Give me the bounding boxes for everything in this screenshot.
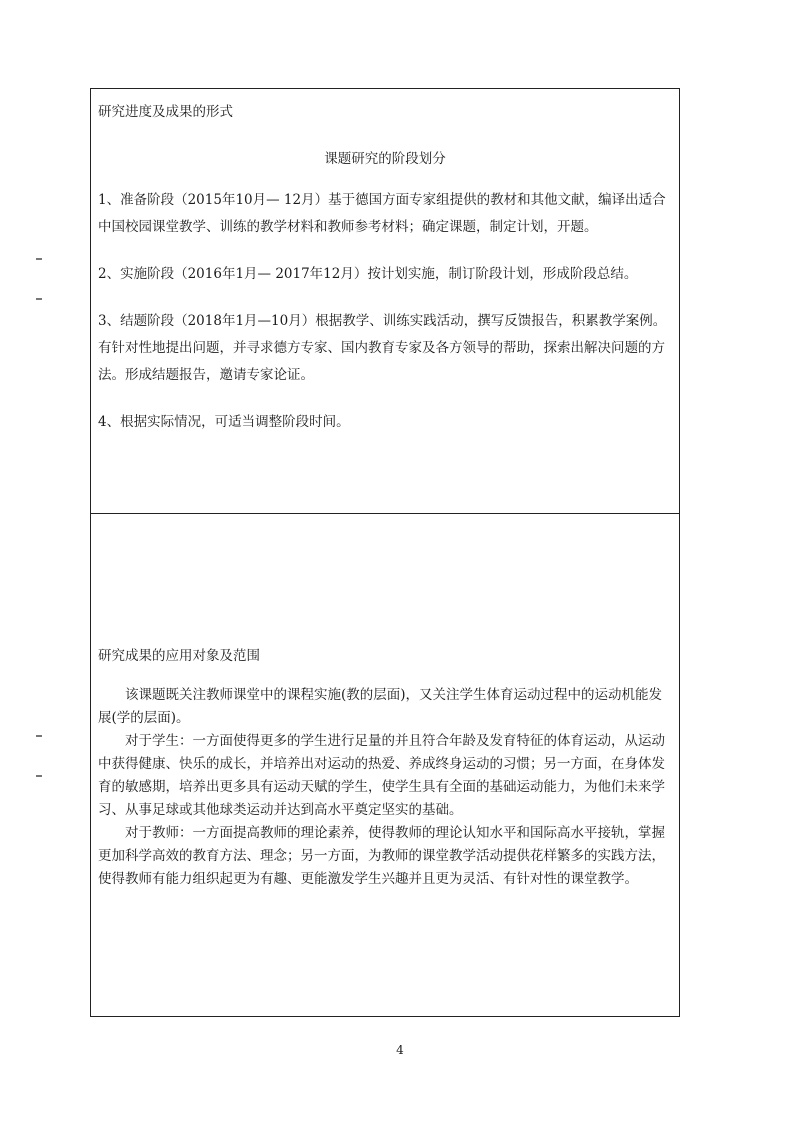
scope-paragraph-teachers: 对于教师：一方面提高教师的理论素养，使得教师的理论认知水平和国际高水平接轨，掌握更加科学高效的教育方法、理念；另一方面，为教师的课堂教学活动提供花样繁多的实践方法，使得教师有能力组织起更为有趣、更能激发学生兴趣并且更为灵活、有针对性的课堂教学。 (98, 825, 665, 887)
stage-item-adjustment: 4、根据实际情况，可适当调整阶段时间。 (98, 414, 350, 430)
stage-item-conclusion: 3、结题阶段（2018年1月—10月）根据教学、训练实践活动，撰写反馈报告，积累教学案例。有针对性地提出问题，并寻求德方专家、国内教育专家及各方领导的帮助，探索出解决问题的方法。形成结题报告，邀请专家论证。 (98, 313, 667, 383)
stage-list (98, 187, 672, 436)
stage-division-heading: 课题研究的阶段划分 (324, 151, 446, 167)
scan-mark (36, 258, 42, 260)
stage-item-implementation: 2、实施阶段（2016年1月— 2017年12月）按计划实施，制订阶段计划，形成阶段总结。 (98, 266, 638, 282)
stage-item-preparation: 1、准备阶段（2015年10月— 12月）基于德国方面专家组提供的教材和其他文献，编译出适合中国校园课堂教学、训练的教学材料和教师参考材料；确定课题，制定计划，开题。 (98, 192, 666, 235)
scope-paragraph-overview: 该课题既关注教师课堂中的课程实施(教的层面)，又关注学生体育运动过程中的运动机能发展(学的层面)。 (98, 687, 663, 726)
form-table (90, 88, 680, 1017)
scope-paragraph-students: 对于学生：一方面使得更多的学生进行足量的并且符合年龄及发育特征的体育运动，从运动中获得健康、快乐的成长，并培养出对运动的热爱、养成终身运动的习惯；另一方面，在身体发育的敏感期，培养出更多具有运动天赋的学生，使学生具有全面的基础运动能力，为他们未来学习、从事足球或其他球类运动并达到高水平奠定坚实的基础。 (98, 733, 665, 818)
scan-mark (36, 735, 42, 737)
page-number: 4 (396, 1043, 404, 1057)
application-body (98, 684, 672, 891)
progress-section (91, 89, 679, 514)
scan-mark (36, 298, 42, 300)
application-section (91, 514, 679, 1016)
progress-section-title: 研究进度及成果的形式 (98, 104, 233, 120)
scan-mark (36, 775, 42, 777)
application-section-title: 研究成果的应用对象及范围 (98, 648, 260, 664)
